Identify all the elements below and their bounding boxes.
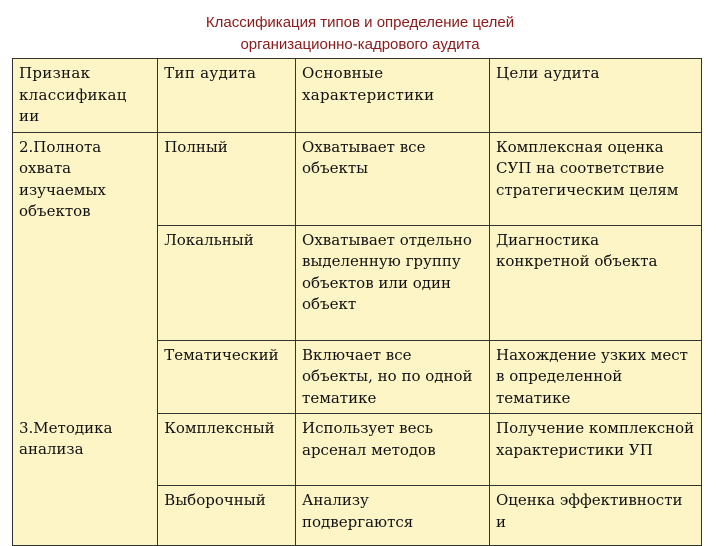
criterion-cell: 2.Полнота охвата изучаемых объектов [13,132,158,414]
table-row [13,132,702,225]
goals-cell: Оценка эффективности и [489,486,701,546]
characteristics-cell: Охватывает все объекты [296,132,490,225]
characteristics-cell: Использует весь арсенал методов [296,414,490,486]
table-row [13,414,702,486]
title-line-2: организационно-кадрового аудита [240,36,480,53]
goals-cell: Комплексная оценка СУП на соответствие стратегическим целям [489,132,701,225]
goals-cell: Получение комплексной характеристики УП [489,414,701,486]
goals-cell: Нахождение узких мест в определенной тематике [489,340,701,414]
header-characteristics: Основные характеристики [296,59,490,133]
header-audit-type: Тип аудита [158,59,296,133]
characteristics-cell: Анализу подвергаются [296,486,490,546]
audit-type-cell: Комплексный [158,414,296,486]
table-header-row [13,59,702,133]
characteristics-cell: Охватывает отдельно выделенную группу объектов или один объект [296,225,490,340]
header-goals: Цели аудита [489,59,701,133]
slide-title [0,12,720,56]
audit-type-cell: Полный [158,132,296,225]
title-line-1: Классификация типов и определение целей [205,14,515,31]
goals-cell: Диагностика конкретной объекта [489,225,701,340]
audit-classification-table [12,58,702,546]
characteristics-cell: Включает все объекты, но по одной тематике [296,340,490,414]
audit-type-cell: Тематический [158,340,296,414]
criterion-cell: 3.Методика анализа [13,414,158,546]
audit-type-cell: Локальный [158,225,296,340]
audit-type-cell: Выборочный [158,486,296,546]
header-criterion: Признак классификац ии [13,59,158,133]
